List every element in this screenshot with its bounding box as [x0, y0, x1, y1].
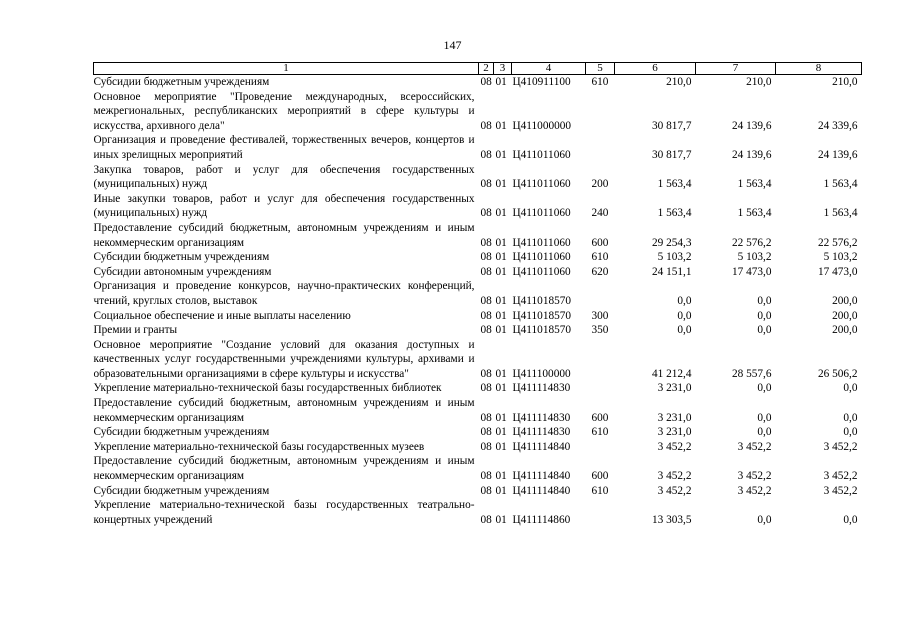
amount-col7: 3 452,2: [737, 484, 772, 497]
col-header-3: 3: [494, 63, 512, 75]
col-header-5: 5: [586, 63, 615, 75]
subsection-code: 01: [495, 324, 507, 337]
section-code: 08: [480, 426, 492, 439]
amount-col7: 22 576,2: [731, 236, 772, 249]
target-article-code: Ц411114860: [512, 513, 571, 526]
table-row: [94, 163, 862, 192]
table-row: [94, 133, 862, 162]
amount-col8: 22 576,2: [817, 236, 858, 249]
expense-type-code: 200: [591, 178, 609, 191]
amount-col7: 0,0: [757, 324, 772, 337]
table-row: [94, 309, 862, 324]
target-article-code: Ц411018570: [512, 309, 572, 322]
amount-col6: 29 254,3: [651, 236, 692, 249]
col-header-6: 6: [615, 63, 696, 75]
row-name: Иные закупки товаров, работ и услуг для обеспечения государственных (муниципальных) нужд: [93, 192, 475, 220]
table-row: [94, 279, 862, 308]
subsection-code: 01: [495, 382, 507, 395]
expense-type-code: [586, 90, 615, 134]
amount-col8: 3 452,2: [823, 484, 858, 497]
subsection-code: 01: [495, 440, 507, 453]
target-article-code: Ц411000000: [512, 119, 572, 132]
amount-col7: 5 103,2: [737, 251, 772, 264]
section-code: 08: [480, 382, 492, 395]
amount-col7: 0,0: [757, 294, 772, 307]
row-name: Субсидии автономным учреждениям: [93, 265, 272, 278]
target-article-code: Ц411011060: [512, 148, 571, 161]
row-name: Социальное обеспечение и иные выплаты населению: [93, 309, 351, 322]
amount-col8: 1 563,4: [823, 207, 858, 220]
section-code: 08: [480, 309, 492, 322]
amount-col6: 41 212,4: [651, 367, 692, 380]
subsection-code: 01: [495, 207, 507, 220]
row-name: Предоставление субсидий бюджетным, автономным учреждениям и иным некоммерческим организациям: [93, 221, 475, 249]
amount-col6: 13 303,5: [651, 513, 692, 526]
section-code: 08: [480, 265, 492, 278]
table-row: [94, 75, 862, 90]
amount-col6: 3 452,2: [657, 440, 692, 453]
col-header-8: 8: [776, 63, 862, 75]
subsection-code: 01: [495, 148, 507, 161]
subsection-code: 01: [495, 367, 507, 380]
row-name: Основное мероприятие "Проведение международных, всероссийских, межрегиональных, республиканских мероприятий в сфере культуры и искусства, архивного дела": [93, 90, 475, 132]
expense-type-code: [586, 279, 615, 308]
amount-col7: 3 452,2: [737, 440, 772, 453]
target-article-code: Ц411114840: [512, 440, 571, 453]
row-name: Предоставление субсидий бюджетным, автономным учреждениям и иным некоммерческим организациям: [93, 455, 475, 483]
amount-col8: 200,0: [832, 324, 858, 337]
expense-type-code: 600: [591, 470, 609, 483]
table-row: [94, 90, 862, 134]
expense-type-code: 610: [591, 251, 609, 264]
table-row: [94, 265, 862, 280]
row-name: Укрепление материально-технической базы государственных библиотек: [93, 382, 442, 395]
row-name: Субсидии бюджетным учреждениям: [93, 76, 270, 88]
subsection-code: 01: [495, 236, 507, 249]
expense-type-code: 350: [591, 324, 609, 337]
row-name: Укрепление материально-технической базы государственных музеев: [93, 440, 425, 453]
amount-col8: 0,0: [843, 513, 858, 526]
amount-col8: 17 473,0: [817, 265, 858, 278]
subsection-code: 01: [495, 178, 507, 191]
amount-col8: 3 452,2: [823, 440, 858, 453]
table-row: [94, 396, 862, 425]
target-article-code: Ц411100000: [512, 367, 571, 380]
amount-col6: 3 231,0: [657, 382, 692, 395]
expense-type-code: 600: [591, 411, 609, 424]
amount-col8: 3 452,2: [823, 470, 858, 483]
row-name: Закупка товаров, работ и услуг для обеспечения государственных (муниципальных) нужд: [93, 163, 475, 191]
expense-type-code: [586, 498, 615, 527]
table-row: [94, 338, 862, 382]
subsection-code: 01: [495, 411, 507, 424]
section-code: 08: [480, 76, 492, 88]
amount-col6: 3 231,0: [657, 426, 692, 439]
table-row: [94, 221, 862, 250]
expense-type-code: [586, 381, 615, 396]
amount-col6: 210,0: [666, 76, 692, 88]
budget-table: [93, 62, 862, 527]
expense-type-code: 300: [591, 309, 609, 322]
target-article-code: Ц411011060: [512, 265, 571, 278]
amount-col6: 3 231,0: [657, 411, 692, 424]
subsection-code: 01: [495, 470, 507, 483]
page-number: 147: [443, 38, 462, 52]
col-header-7: 7: [696, 63, 776, 75]
expense-type-code: 600: [591, 236, 609, 249]
target-article-code: Ц411114830: [512, 426, 571, 439]
target-article-code: Ц411011060: [512, 236, 571, 249]
table-row: [94, 498, 862, 527]
amount-col7: 28 557,6: [731, 367, 772, 380]
section-code: 08: [480, 484, 492, 497]
amount-col7: 17 473,0: [731, 265, 772, 278]
amount-col8: 1 563,4: [823, 178, 858, 191]
amount-col7: 210,0: [746, 76, 772, 88]
amount-col8: 0,0: [843, 426, 858, 439]
row-name: Организация и проведение конкурсов, научно-практических конференций, чтений, круглых столов, выставок: [93, 280, 475, 307]
expense-type-code: [586, 440, 615, 455]
target-article-code: Ц410911100: [512, 76, 571, 88]
section-code: 08: [480, 178, 492, 191]
amount-col8: 200,0: [832, 309, 858, 322]
amount-col6: 0,0: [677, 309, 692, 322]
amount-col7: 0,0: [757, 411, 772, 424]
col-header-1: 1: [94, 63, 479, 75]
expense-type-code: 610: [591, 484, 609, 497]
amount-col8: 0,0: [843, 411, 858, 424]
amount-col8: 26 506,2: [817, 367, 858, 380]
row-name: Субсидии бюджетным учреждениям: [93, 484, 270, 497]
section-code: 08: [480, 207, 492, 220]
target-article-code: Ц411011060: [512, 207, 571, 220]
row-name: Организация и проведение фестивалей, торжественных вечеров, концертов и иных зрелищных мероприятий: [93, 134, 475, 161]
amount-col8: 5 103,2: [823, 251, 858, 264]
section-code: 08: [480, 367, 492, 380]
subsection-code: 01: [495, 251, 507, 264]
amount-col8: 0,0: [843, 382, 858, 395]
row-name: Субсидии бюджетным учреждениям: [93, 251, 270, 264]
target-article-code: Ц411011060: [512, 178, 571, 191]
col-header-2: 2: [479, 63, 494, 75]
expense-type-code: [586, 338, 615, 382]
header-row: [94, 63, 862, 75]
amount-col7: 0,0: [757, 309, 772, 322]
table-row: [94, 250, 862, 265]
amount-col6: 0,0: [677, 294, 692, 307]
amount-col7: 0,0: [757, 513, 772, 526]
section-code: 08: [480, 324, 492, 337]
target-article-code: Ц411018570: [512, 294, 572, 307]
expense-type-code: 620: [591, 265, 609, 278]
amount-col6: 24 151,1: [651, 265, 692, 278]
col-header-4: 4: [512, 63, 586, 75]
amount-col6: 1 563,4: [657, 207, 692, 220]
expense-type-code: 610: [591, 76, 609, 88]
subsection-code: 01: [495, 265, 507, 278]
subsection-code: 01: [495, 294, 507, 307]
amount-col6: 5 103,2: [657, 251, 692, 264]
subsection-code: 01: [495, 513, 507, 526]
amount-col6: 30 817,7: [651, 148, 692, 161]
amount-col7: 1 563,4: [737, 207, 772, 220]
section-code: 08: [480, 440, 492, 453]
section-code: 08: [480, 411, 492, 424]
table-row: [94, 192, 862, 221]
target-article-code: Ц411114830: [512, 411, 571, 424]
amount-col8: 210,0: [832, 76, 858, 88]
row-name: Субсидии бюджетным учреждениям: [93, 426, 270, 439]
amount-col8: 24 139,6: [817, 148, 858, 161]
section-code: 08: [480, 294, 492, 307]
subsection-code: 01: [495, 309, 507, 322]
table-row: [94, 484, 862, 499]
row-name: Основное мероприятие "Создание условий для оказания доступных и качественных услуг государственными учреждениями культуры, архивами и образовательными организациями в сфере культуры и искусства": [93, 338, 475, 380]
target-article-code: Ц411011060: [512, 251, 571, 264]
target-article-code: Ц411114830: [512, 382, 571, 395]
amount-col8: 24 339,6: [817, 119, 858, 132]
amount-col7: 1 563,4: [737, 178, 772, 191]
section-code: 08: [480, 251, 492, 264]
target-article-code: Ц411114840: [512, 484, 571, 497]
row-name: Премии и гранты: [93, 324, 178, 337]
expense-type-code: [586, 133, 615, 162]
amount-col6: 3 452,2: [657, 470, 692, 483]
amount-col7: 3 452,2: [737, 470, 772, 483]
target-article-code: Ц411114840: [512, 470, 571, 483]
table-row: [94, 425, 862, 440]
table-row: [94, 381, 862, 396]
amount-col8: 200,0: [832, 294, 858, 307]
amount-col6: 0,0: [677, 324, 692, 337]
amount-col7: 0,0: [757, 426, 772, 439]
section-code: 08: [480, 513, 492, 526]
section-code: 08: [480, 148, 492, 161]
amount-col6: 1 563,4: [657, 178, 692, 191]
row-name: Предоставление субсидий бюджетным, автономным учреждениям и иным некоммерческим организациям: [93, 397, 475, 424]
target-article-code: Ц411018570: [512, 324, 572, 337]
table-row: [94, 454, 862, 483]
amount-col7: 0,0: [757, 382, 772, 395]
amount-col7: 24 139,6: [731, 119, 772, 132]
subsection-code: 01: [495, 76, 507, 88]
expense-type-code: 240: [591, 207, 609, 220]
subsection-code: 01: [495, 119, 507, 132]
section-code: 08: [480, 236, 492, 249]
section-code: 08: [480, 119, 492, 132]
amount-col7: 24 139,6: [731, 148, 772, 161]
expense-type-code: 610: [591, 426, 609, 439]
subsection-code: 01: [495, 484, 507, 497]
amount-col6: 3 452,2: [657, 484, 692, 497]
row-name: Укрепление материально-технической базы государственных театрально-концертных учреждений: [93, 499, 475, 526]
table-row: [94, 440, 862, 455]
amount-col6: 30 817,7: [651, 119, 692, 132]
table-row: [94, 323, 862, 338]
subsection-code: 01: [495, 426, 507, 439]
section-code: 08: [480, 470, 492, 483]
